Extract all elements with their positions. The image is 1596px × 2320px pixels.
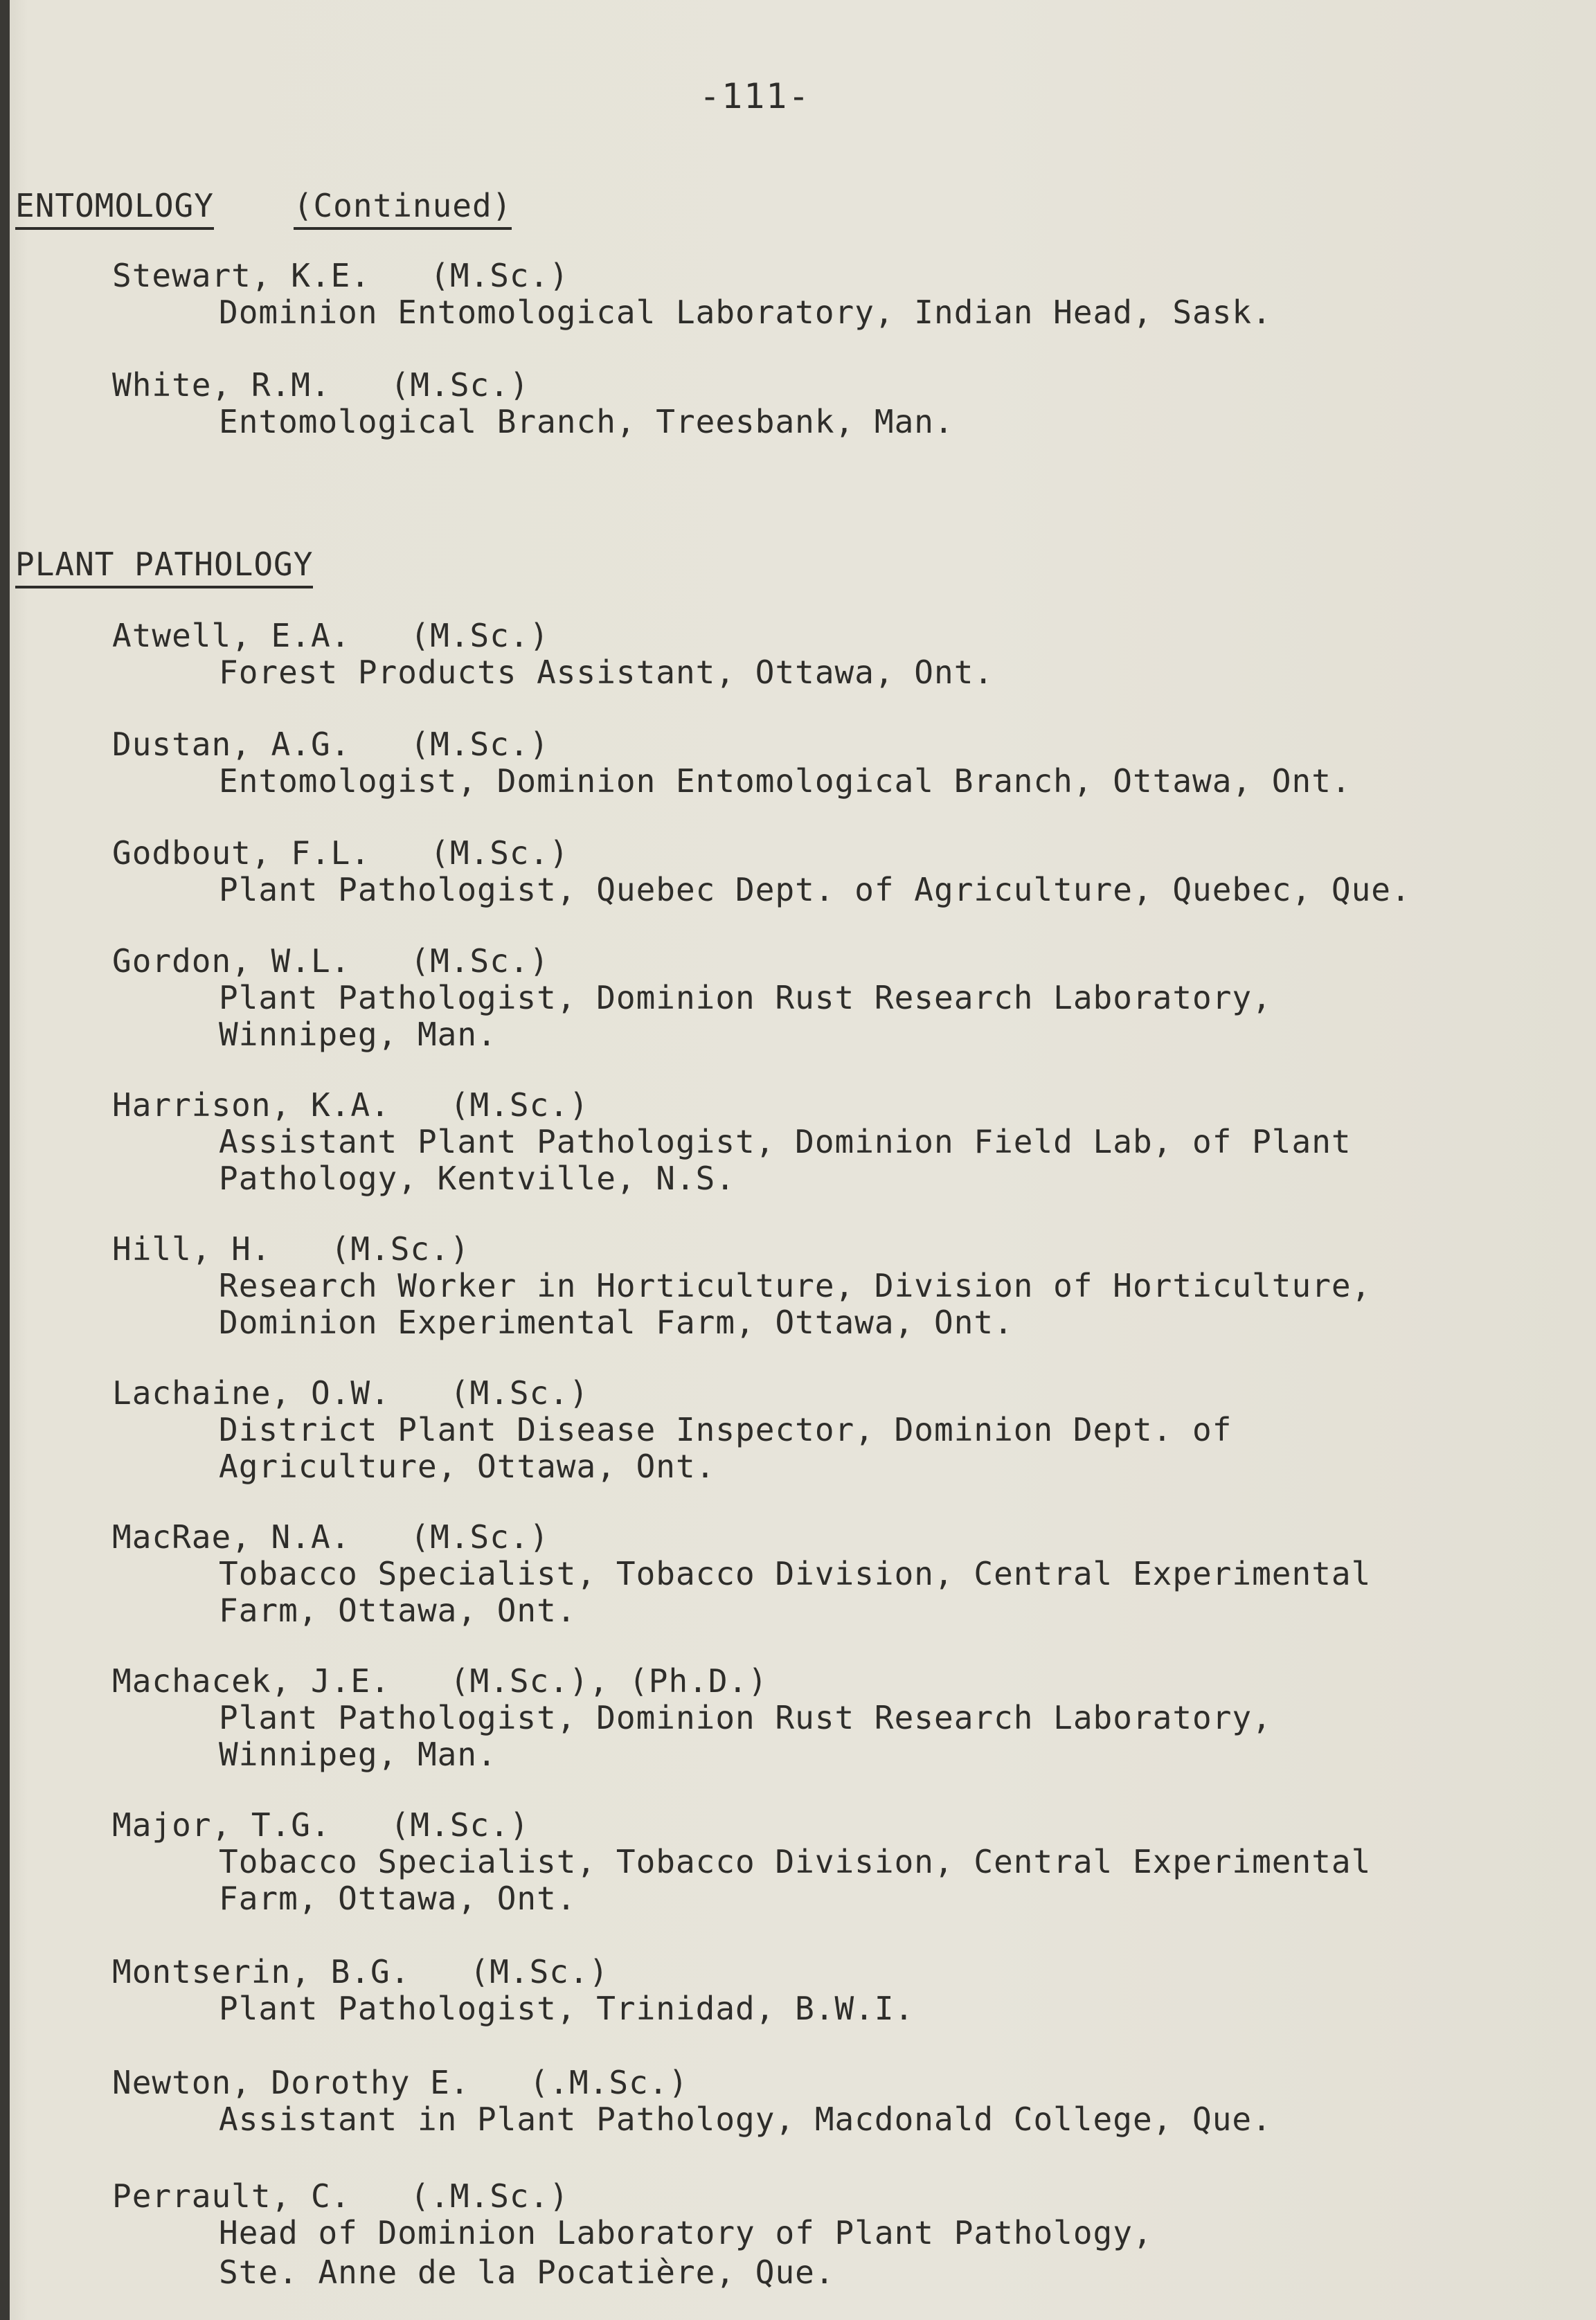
- entry-detail: Research Worker in Horticulture, Division of Horticulture,: [219, 1267, 1372, 1304]
- entry-detail: District Plant Disease Inspector, Dominion Dept. of: [219, 1411, 1232, 1448]
- entry-detail: Agriculture, Ottawa, Ont.: [219, 1448, 716, 1485]
- entry-degree: (.M.Sc.): [529, 2064, 689, 2101]
- entry-degree: (M.Sc.), (Ph.D.): [449, 1662, 768, 1700]
- entry-detail: Entomological Branch, Treesbank, Man.: [219, 403, 954, 440]
- entry-name: Perrault, C.: [112, 2177, 351, 2215]
- entry-name-line: [112, 256, 569, 295]
- entry-name: Atwell, E.A.: [112, 617, 351, 654]
- entry-name-line: [112, 2177, 569, 2215]
- entry-name: Major, T.G.: [112, 1806, 331, 1844]
- entry-detail: Forest Products Assistant, Ottawa, Ont.: [219, 654, 994, 691]
- entry-name-line: [112, 725, 549, 764]
- entry-degree: (M.Sc.): [430, 257, 569, 294]
- entry-detail: Assistant in Plant Pathology, Macdonald College, Que.: [219, 2101, 1272, 2138]
- entry-name: White, R.M.: [112, 366, 331, 404]
- entry-detail: Pathology, Kentville, N.S.: [219, 1160, 736, 1197]
- entry-detail: Plant Pathologist, Dominion Rust Research Laboratory,: [219, 1699, 1272, 1736]
- section-heading-entomology: [15, 187, 512, 224]
- entry-name: Gordon, W.L.: [112, 942, 351, 980]
- entry-detail: Tobacco Specialist, Tobacco Division, Central Experimental: [219, 1843, 1372, 1880]
- entry-degree: (M.Sc.): [430, 834, 569, 872]
- entry-detail: Plant Pathologist, Quebec Dept. of Agriculture, Quebec, Que.: [219, 871, 1411, 908]
- entry-name: Montserin, B.G.: [112, 1953, 411, 1990]
- entry-detail: Entomologist, Dominion Entomological Branch, Ottawa, Ont.: [219, 762, 1352, 800]
- entry-name-line: [112, 1806, 530, 1844]
- entry-degree: (M.Sc.): [410, 617, 550, 654]
- entry-degree: (M.Sc.): [390, 366, 530, 404]
- entry-degree: (M.Sc.): [410, 942, 550, 980]
- section-heading-title: PLANT PATHOLOGY: [15, 546, 313, 588]
- entry-name: Dustan, A.G.: [112, 726, 351, 763]
- entry-degree: (M.Sc.): [410, 726, 550, 763]
- entry-name: MacRae, N.A.: [112, 1518, 351, 1556]
- entry-name: Hill, H.: [112, 1230, 271, 1268]
- entry-name: Godbout, F.L.: [112, 834, 371, 872]
- entry-detail: Tobacco Specialist, Tobacco Division, Central Experimental: [219, 1555, 1372, 1592]
- section-heading-title: ENTOMOLOGY: [15, 187, 214, 230]
- entry-name-line: [112, 1952, 609, 1991]
- entry-degree: (M.Sc.): [449, 1374, 589, 1412]
- entry-detail: Plant Pathologist, Trinidad, B.W.I.: [219, 1990, 915, 2027]
- entry-detail: Head of Dominion Laboratory of Plant Pathology,: [219, 2214, 1153, 2251]
- section-heading-suffix: (Continued): [294, 187, 512, 230]
- section-heading-plant-pathology: [15, 546, 313, 583]
- entry-name-line: [112, 1518, 549, 1556]
- entry-name-line: [112, 1086, 589, 1124]
- page-number: -111-: [699, 76, 811, 116]
- entry-name-line: [112, 1662, 768, 1700]
- entry-name-line: [112, 616, 549, 655]
- entry-degree: (M.Sc.): [330, 1230, 470, 1268]
- entry-detail: Assistant Plant Pathologist, Dominion Field Lab, of Plant: [219, 1123, 1352, 1160]
- entry-detail: Plant Pathologist, Dominion Rust Research Laboratory,: [219, 979, 1272, 1016]
- entry-detail: Farm, Ottawa, Ont.: [219, 1592, 577, 1629]
- entry-name-line: [112, 942, 549, 980]
- entry-degree: (M.Sc.): [410, 1518, 550, 1556]
- entry-detail: Winnipeg, Man.: [219, 1016, 497, 1053]
- entry-detail: Farm, Ottawa, Ont.: [219, 1880, 577, 1917]
- entry-detail: Winnipeg, Man.: [219, 1736, 497, 1773]
- entry-name-line: [112, 366, 530, 404]
- entry-detail: Ste. Anne de la Pocatière, Que.: [219, 2254, 835, 2291]
- entry-degree: (M.Sc.): [390, 1806, 530, 1844]
- entry-name: Harrison, K.A.: [112, 1086, 391, 1124]
- entry-name: Machacek, J.E.: [112, 1662, 391, 1700]
- entry-name: Stewart, K.E.: [112, 257, 371, 294]
- entry-name: Newton, Dorothy E.: [112, 2064, 470, 2101]
- entry-name: Lachaine, O.W.: [112, 1374, 391, 1412]
- entry-degree: (.M.Sc.): [410, 2177, 569, 2215]
- entry-degree: (M.Sc.): [469, 1953, 609, 1990]
- entry-name-line: [112, 834, 569, 872]
- entry-name-line: [112, 2063, 688, 2102]
- entry-name-line: [112, 1374, 589, 1412]
- entry-degree: (M.Sc.): [449, 1086, 589, 1124]
- entry-detail: Dominion Experimental Farm, Ottawa, Ont.: [219, 1304, 1014, 1341]
- entry-name-line: [112, 1230, 470, 1268]
- binding-edge: [0, 0, 10, 2320]
- entry-detail: Dominion Entomological Laboratory, Indian Head, Sask.: [219, 294, 1272, 331]
